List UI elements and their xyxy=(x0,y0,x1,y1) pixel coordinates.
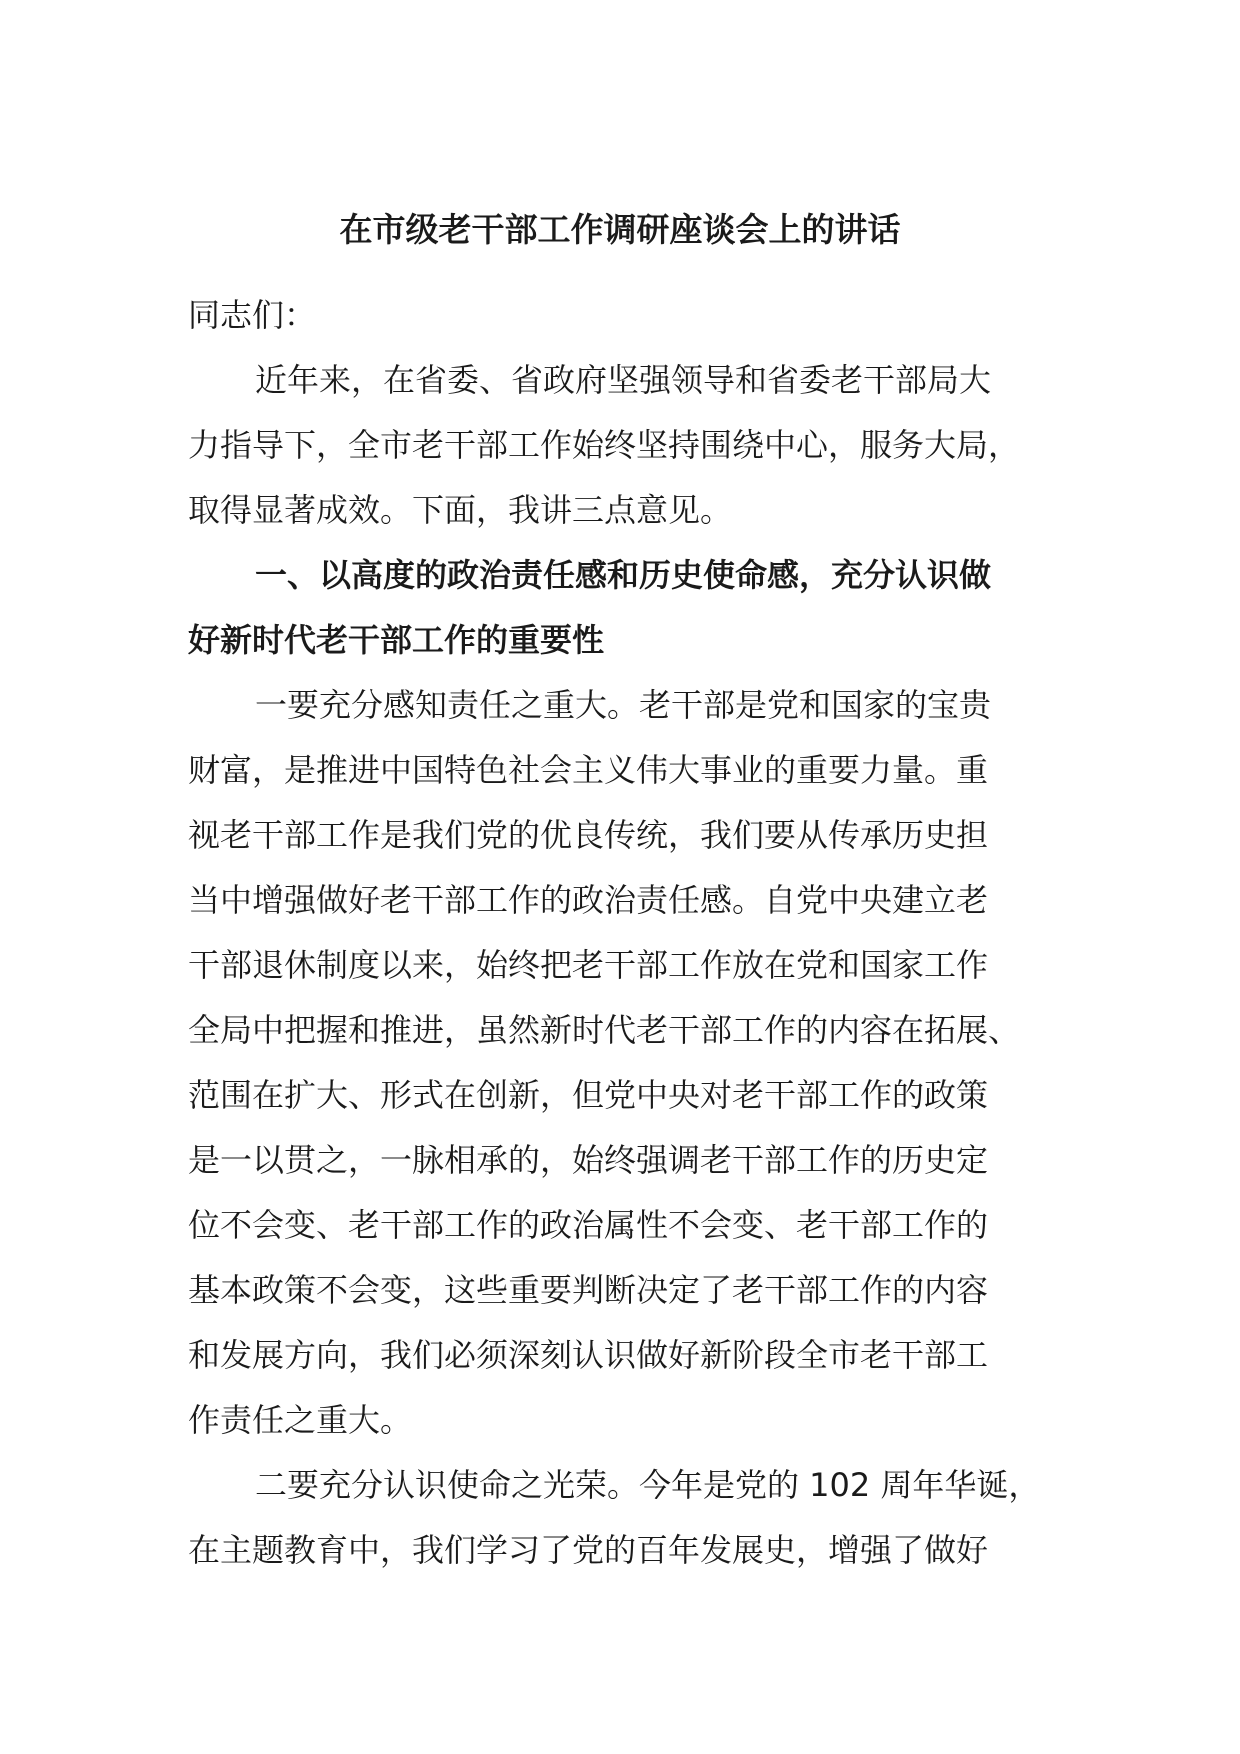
heading-line: 好新时代老干部工作的重要性 xyxy=(188,621,605,659)
paragraph-line: 财富，是推进中国特色社会主义伟大事业的重要力量。重 xyxy=(188,751,989,789)
paragraph-line: 干部退休制度以来，始终把老干部工作放在党和国家工作 xyxy=(188,946,989,984)
paragraph-line: 一要充分感知责任之重大。老干部是党和国家的宝贵 xyxy=(255,686,992,724)
paragraph-line: 在主题教育中，我们学习了党的百年发展史，增强了做好 xyxy=(188,1531,989,1569)
paragraph-mission xyxy=(188,1453,1048,1583)
paragraph-line: 和发展方向，我们必须深刻认识做好新阶段全市老干部工 xyxy=(188,1336,989,1374)
salutation-line: 同志们： xyxy=(188,296,317,334)
paragraph-line: 位不会变、老干部工作的政治属性不会变、老干部工作的 xyxy=(188,1206,989,1244)
paragraph-line: 作责任之重大。 xyxy=(188,1401,413,1439)
paragraph-line: 范围在扩大、形式在创新，但党中央对老干部工作的政策 xyxy=(188,1076,989,1114)
heading-line: 一、以高度的政治责任感和历史使命感，充分认识做 xyxy=(255,556,992,594)
paragraph-line: 是一以贯之，一脉相承的，始终强调老干部工作的历史定 xyxy=(188,1141,989,1179)
salutation xyxy=(188,283,1048,348)
paragraph-responsibility xyxy=(188,673,1048,1453)
document-body xyxy=(188,283,1048,1583)
page-title: 在市级老干部工作调研座谈会上的讲话 xyxy=(339,210,901,249)
paragraph-line: 基本政策不会变，这些重要判断决定了老干部工作的内容 xyxy=(188,1271,989,1309)
paragraph-line: 取得显著成效。下面，我讲三点意见。 xyxy=(188,491,733,529)
paragraph-line: 视老干部工作是我们党的优良传统，我们要从传承历史担 xyxy=(188,816,989,854)
paragraph-line: 二要充分认识使命之光荣。今年是党的 102 周年华诞， xyxy=(255,1466,1041,1504)
paragraph-line: 力指导下，全市老干部工作始终坚持围绕中心，服务大局， xyxy=(188,426,1021,464)
paragraph-line: 当中增强做好老干部工作的政治责任感。自党中央建立老 xyxy=(188,881,989,919)
paragraph-line: 全局中把握和推进，虽然新时代老干部工作的内容在拓展、 xyxy=(188,1011,1021,1049)
section-heading xyxy=(188,543,1048,673)
paragraph-intro xyxy=(188,348,1048,543)
paragraph-line: 近年来，在省委、省政府坚强领导和省委老干部局大 xyxy=(255,361,992,399)
